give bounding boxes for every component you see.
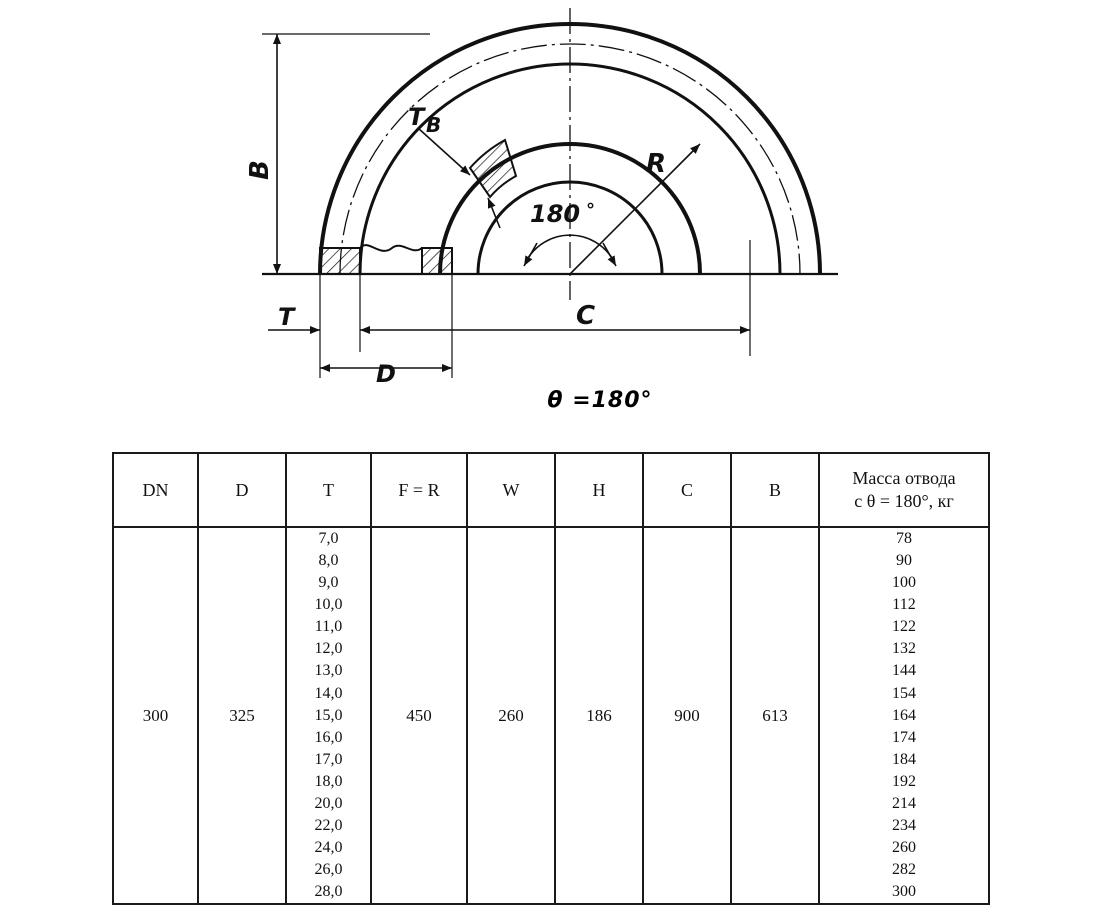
cell-mass-list (819, 527, 989, 904)
list-item: 26,0 (314, 861, 343, 879)
list-item: 8,0 (318, 552, 339, 570)
cell-d: 325 (198, 527, 286, 904)
inner-angle-arrow-right (603, 243, 616, 266)
list-item: 184 (892, 750, 916, 768)
left-leg-wall-hatch-inner (422, 248, 452, 274)
list-item: 7,0 (318, 530, 339, 547)
list-item: 22,0 (314, 817, 343, 835)
label-angle-180: 180 (530, 200, 581, 228)
table-row (113, 527, 989, 904)
inner-angle-arrow-left (524, 243, 537, 266)
cell-t-list (286, 527, 371, 904)
header-mass-line2: с θ = 180°, кг (854, 491, 954, 511)
list-item: 174 (892, 728, 916, 746)
header-w: W (467, 453, 555, 527)
list-item: 144 (892, 662, 916, 680)
header-c: C (643, 453, 731, 527)
list-item: 18,0 (314, 772, 343, 790)
list-item: 122 (892, 618, 916, 636)
t-values-stack (287, 528, 370, 903)
list-item: 260 (892, 839, 916, 857)
cell-b: 613 (731, 527, 819, 904)
list-item: 14,0 (314, 684, 343, 702)
list-item: 28,0 (314, 883, 343, 901)
header-mass (819, 453, 989, 527)
mass-values-stack (820, 528, 988, 903)
list-item: 234 (892, 817, 916, 835)
cell-h: 186 (555, 527, 643, 904)
list-item: 282 (892, 861, 916, 879)
specification-table (112, 452, 990, 905)
list-item: 15,0 (314, 706, 343, 724)
list-item: 164 (892, 706, 916, 724)
header-t: T (286, 453, 371, 527)
list-item: 112 (892, 596, 916, 614)
list-item: 17,0 (314, 750, 343, 768)
list-item: 154 (892, 684, 916, 702)
cell-dn: 300 (113, 527, 198, 904)
list-item: 12,0 (314, 640, 343, 658)
header-mass-line1: Масса отвода (852, 467, 956, 488)
list-item: 132 (892, 640, 916, 658)
header-f-r: F = R (371, 453, 467, 527)
label-D: D (376, 360, 396, 388)
list-item: 13,0 (314, 662, 343, 680)
list-item: 24,0 (314, 839, 343, 857)
wall-section-hatch-upper (470, 140, 516, 197)
header-b: B (731, 453, 819, 527)
label-B-callout: B (426, 113, 442, 137)
list-item: 16,0 (314, 728, 343, 746)
elbow-technical-drawing (0, 0, 1100, 440)
left-leg-wall-hatch-outer (320, 248, 360, 274)
list-item: 192 (892, 772, 916, 790)
cell-f-r: 450 (371, 527, 467, 904)
list-item: 90 (896, 552, 912, 570)
label-B: B (245, 160, 275, 180)
specification-table-wrapper (112, 452, 988, 905)
drawing-svg (0, 0, 1100, 440)
header-dn: DN (113, 453, 198, 527)
label-R: R (646, 149, 667, 179)
header-d: D (198, 453, 286, 527)
list-item: 11,0 (314, 618, 343, 636)
header-h: H (555, 453, 643, 527)
list-item: 9,0 (318, 574, 339, 592)
list-item: 214 (892, 794, 916, 812)
cell-c: 900 (643, 527, 731, 904)
list-item: 300 (892, 883, 916, 901)
break-line (360, 245, 422, 251)
list-item: 100 (892, 574, 916, 592)
label-angle-degree-symbol: ° (586, 200, 595, 221)
list-item: 20,0 (314, 794, 343, 812)
drawing-angle-title: θ =180° (547, 388, 653, 413)
cell-w: 260 (467, 527, 555, 904)
label-T-callout: T (408, 103, 425, 131)
label-T: T (278, 303, 295, 331)
list-item: 78 (896, 530, 912, 547)
table-header-row (113, 453, 989, 527)
label-C: C (576, 301, 596, 331)
list-item: 10,0 (314, 596, 343, 614)
